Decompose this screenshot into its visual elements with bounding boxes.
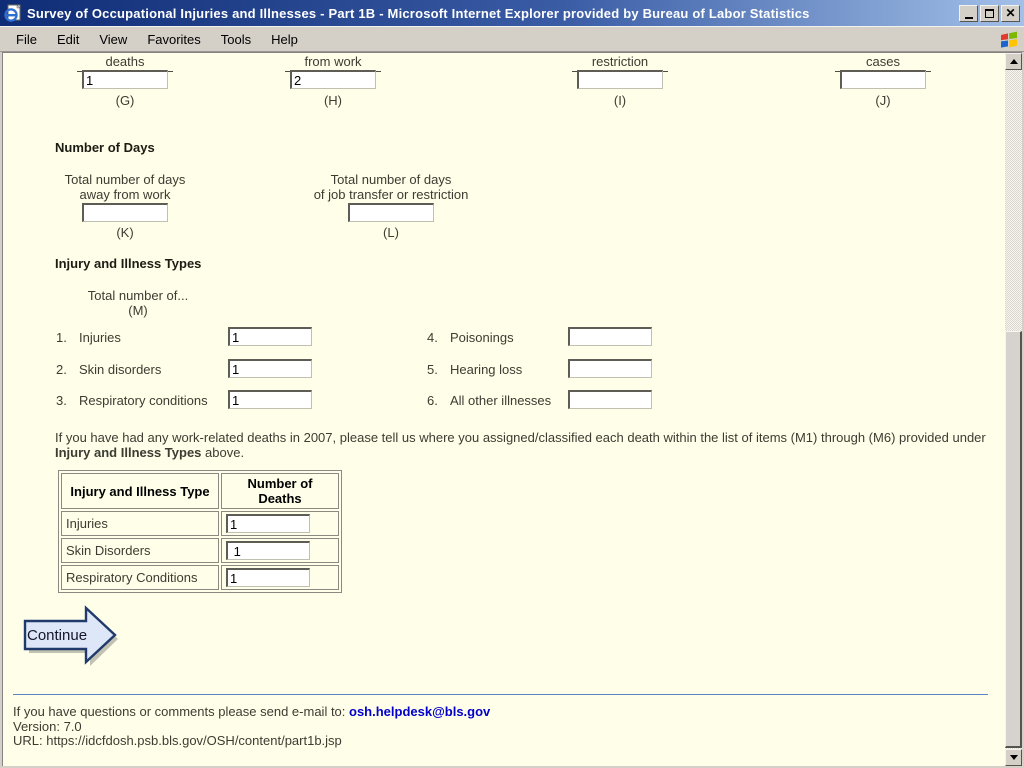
label-days-away (45, 172, 205, 202)
window-title: Survey of Occupational Injuries and Illnesses - Part 1B - Microsoft Internet Explorer provided by Bureau of Labor Statistics (27, 5, 810, 21)
column-header-cases: cases (835, 54, 931, 72)
field-j-cases[interactable] (840, 70, 926, 89)
label-days-away-line2: away from work (79, 187, 171, 202)
total-number-note-line1: Total number of... (87, 288, 189, 303)
item-5-text: Hearing loss (450, 362, 523, 377)
field-m6-all-other[interactable] (568, 390, 652, 409)
menu-bar (0, 26, 1024, 52)
continue-label: Continue (27, 627, 88, 644)
item-6-label (427, 393, 551, 408)
column-header-deaths: deaths (77, 54, 173, 72)
item-5-num: 5. (427, 362, 438, 377)
field-m4-poisonings[interactable] (568, 327, 652, 346)
field-h-from-work[interactable] (290, 70, 376, 89)
table-row (61, 565, 339, 590)
helpdesk-email-link[interactable]: osh.helpdesk@bls.gov (349, 704, 491, 719)
number-of-days-heading: Number of Days (55, 140, 155, 155)
menu-help[interactable]: Help (271, 31, 298, 47)
code-h: (H) (323, 93, 343, 108)
item-4-text: Poisonings (450, 330, 514, 345)
deaths-note-bold: Injury and Illness Types (55, 445, 202, 460)
field-m1-injuries[interactable] (228, 327, 312, 346)
item-1-text: Injuries (79, 330, 121, 345)
column-header-restriction: restriction (572, 54, 668, 72)
footer-url: URL: https://idcfdosh.psb.bls.gov/OSH/content/part1b.jsp (13, 733, 342, 748)
label-days-transfer (297, 172, 485, 202)
item-2-label (56, 362, 161, 377)
field-k-days-away[interactable] (82, 203, 168, 222)
item-3-label (56, 393, 208, 408)
field-g-deaths[interactable] (82, 70, 168, 89)
deaths-table (58, 470, 342, 593)
deaths-row-respiratory-input[interactable] (226, 568, 310, 587)
item-3-num: 3. (56, 393, 67, 408)
ie-page-icon (4, 4, 22, 22)
code-l: (L) (383, 225, 399, 240)
item-2-num: 2. (56, 362, 67, 377)
deaths-row-skin-input[interactable] (226, 541, 310, 560)
item-4-num: 4. (427, 330, 438, 345)
footer-version: Version: 7.0 (13, 719, 82, 734)
windows-logo-icon (999, 30, 1019, 50)
item-5-label (427, 362, 522, 377)
restore-button[interactable] (980, 5, 999, 22)
menu-tools[interactable]: Tools (220, 31, 252, 47)
scroll-down-button[interactable] (1005, 749, 1022, 766)
scroll-up-button[interactable] (1005, 53, 1022, 70)
item-1-label (56, 330, 121, 345)
column-header-from-work: from work (285, 54, 381, 72)
total-number-note-line2: (M) (128, 303, 148, 318)
code-i: (I) (613, 93, 627, 108)
field-i-restriction[interactable] (577, 70, 663, 89)
footer-divider (13, 694, 988, 695)
item-6-num: 6. (427, 393, 438, 408)
deaths-row-injuries-input[interactable] (226, 514, 310, 533)
menu-view[interactable]: View (99, 31, 128, 47)
deaths-note-after: above. (201, 445, 245, 460)
deaths-row-injuries-label: Injuries (61, 511, 219, 536)
label-days-away-line1: Total number of days (64, 172, 186, 187)
footer-contact-line (13, 704, 490, 719)
deaths-table-header-type: Injury and Illness Type (61, 473, 219, 509)
title-bar (0, 0, 1024, 26)
item-6-text: All other illnesses (450, 393, 552, 408)
label-days-transfer-line2: of job transfer or restriction (313, 187, 469, 202)
scrollbar-thumb[interactable] (1005, 331, 1022, 748)
code-k: (K) (116, 225, 134, 240)
deaths-table-header-row (61, 473, 339, 509)
item-1-num: 1. (56, 330, 67, 345)
item-2-text: Skin disorders (79, 362, 162, 377)
injury-types-heading: Injury and Illness Types (55, 256, 202, 271)
deaths-row-respiratory-label: Respiratory Conditions (61, 565, 219, 590)
minimize-button[interactable] (959, 5, 978, 22)
table-row (61, 538, 339, 563)
scroll-down-icon (1010, 755, 1018, 760)
deaths-note-paragraph (55, 430, 990, 460)
item-3-text: Respiratory conditions (79, 393, 208, 408)
menu-file[interactable]: File (16, 31, 37, 47)
label-days-transfer-line1: Total number of days (330, 172, 452, 187)
deaths-table-header-number: Number of Deaths (221, 473, 339, 509)
field-m2-skin-disorders[interactable] (228, 359, 312, 378)
field-m3-respiratory[interactable] (228, 390, 312, 409)
table-row (61, 511, 339, 536)
restore-icon (985, 9, 994, 18)
close-button[interactable] (1001, 5, 1020, 22)
total-number-note (56, 288, 220, 318)
page-content (2, 52, 1022, 766)
menu-favorites[interactable]: Favorites (147, 31, 201, 47)
field-l-days-transfer[interactable] (348, 203, 434, 222)
field-m5-hearing-loss[interactable] (568, 359, 652, 378)
scroll-up-icon (1010, 59, 1018, 64)
menu-edit[interactable]: Edit (56, 31, 80, 47)
deaths-note-before: If you have had any work-related deaths in 2007, please tell us where you assigned/classified each death within the list of items (M1) through (M6) provided under (55, 430, 986, 445)
item-4-label (427, 330, 514, 345)
code-j: (J) (875, 93, 891, 108)
minimize-icon (965, 17, 973, 19)
code-g: (G) (115, 93, 135, 108)
vertical-scrollbar[interactable] (1005, 53, 1022, 766)
footer-contact-text: If you have questions or comments please send e-mail to: (13, 704, 350, 719)
continue-button[interactable] (23, 604, 127, 670)
close-icon: ✕ (1005, 6, 1016, 20)
deaths-row-skin-label: Skin Disorders (61, 538, 219, 563)
